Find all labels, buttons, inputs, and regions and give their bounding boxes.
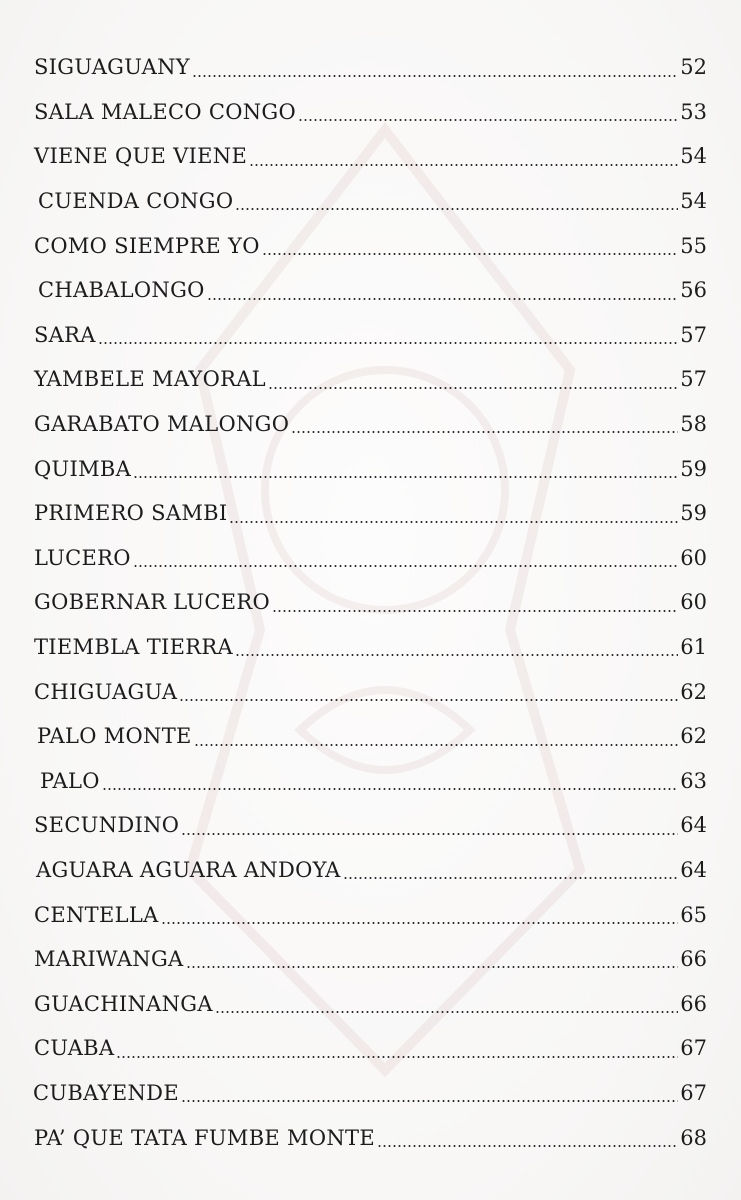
toc-entry — [0, 803, 741, 848]
toc-dot-leader — [229, 521, 678, 523]
toc-entry-page: 67 — [680, 1036, 707, 1061]
toc-entry-page: 67 — [680, 1080, 707, 1105]
toc-entry-page: 57 — [680, 367, 707, 392]
toc-entry-title: CHIGUAGUA — [34, 679, 178, 704]
toc-dot-leader — [249, 164, 678, 166]
toc-entry — [0, 669, 741, 714]
toc-entry-page: 66 — [680, 947, 707, 972]
toc-entry-title: CENTELLA — [34, 902, 159, 927]
toc-entry-title: PA’ QUE TATA FUMBE MONTE — [34, 1125, 375, 1150]
toc-entry — [0, 223, 741, 268]
toc-dot-leader — [186, 966, 679, 968]
toc-entry-title: YAMBELE MAYORAL — [34, 367, 266, 392]
toc-entry-page: 66 — [680, 991, 707, 1016]
toc-entry-title: CUBAYENDE — [33, 1080, 179, 1105]
toc-dot-leader — [116, 1056, 678, 1058]
toc-entry — [0, 1026, 741, 1071]
toc-dot-leader — [192, 75, 678, 77]
toc-entry-title: CUENDA CONGO — [38, 189, 234, 214]
toc-entry — [0, 90, 741, 135]
toc-entry-title: GOBERNAR LUCERO — [34, 590, 271, 615]
toc-entry — [0, 402, 741, 447]
toc-entry — [0, 1071, 741, 1116]
toc-entry — [0, 892, 741, 937]
toc-dot-leader — [207, 298, 679, 300]
toc-entry-title: SARA — [34, 322, 96, 347]
toc-dot-leader — [235, 654, 678, 656]
toc-entry — [0, 446, 741, 491]
toc-entry-page: 62 — [680, 724, 707, 749]
toc-entry-title: QUIMBA — [34, 456, 132, 481]
toc-dot-leader — [98, 342, 679, 344]
toc-entry-page: 55 — [680, 233, 707, 258]
toc-dot-leader — [102, 788, 679, 790]
toc-entry-page: 56 — [680, 278, 707, 303]
toc-entry — [0, 714, 741, 759]
toc-entry — [0, 134, 741, 179]
toc-dot-leader — [343, 877, 679, 879]
toc-entry-title: MARIWANGA — [34, 947, 184, 972]
toc-dot-leader — [377, 1145, 678, 1147]
table-of-contents — [0, 45, 741, 1160]
toc-entry — [0, 625, 741, 670]
toc-entry-title: SALA MALECO CONGO — [34, 99, 296, 124]
toc-entry-page: 68 — [680, 1125, 707, 1150]
toc-entry-title: CUABA — [34, 1036, 115, 1061]
toc-entry — [0, 268, 741, 313]
toc-dot-leader — [272, 610, 678, 612]
toc-entry-title: LUCERO — [34, 545, 131, 570]
toc-entry-title: COMO SIEMPRE YO — [34, 233, 260, 258]
toc-dot-leader — [181, 833, 678, 835]
toc-entry — [0, 981, 741, 1026]
toc-entry — [0, 937, 741, 982]
toc-entry-page: 61 — [680, 635, 707, 660]
toc-entry — [0, 848, 741, 893]
toc-entry — [0, 313, 741, 358]
toc-entry-page: 64 — [680, 857, 707, 882]
toc-entry-title: GUACHINANGA — [34, 991, 213, 1016]
toc-entry-page: 59 — [680, 456, 707, 481]
toc-entry — [0, 357, 741, 402]
toc-entry-title: GARABATO MALONGO — [34, 412, 290, 437]
toc-dot-leader — [133, 476, 678, 478]
toc-entry-page: 59 — [680, 501, 707, 526]
toc-dot-leader — [262, 253, 679, 255]
toc-dot-leader — [181, 1100, 678, 1102]
toc-dot-leader — [291, 431, 678, 433]
toc-entry-page: 53 — [680, 99, 707, 124]
toc-entry — [0, 580, 741, 625]
toc-entry-title: SECUNDINO — [34, 813, 180, 838]
toc-entry — [0, 536, 741, 581]
toc-entry-page: 64 — [680, 813, 707, 838]
toc-dot-leader — [235, 208, 678, 210]
toc-dot-leader — [133, 565, 679, 567]
toc-entry — [0, 179, 741, 224]
toc-entry-title: PALO — [40, 768, 100, 793]
toc-entry-page: 52 — [680, 55, 707, 80]
toc-entry-title: PALO MONTE — [37, 724, 192, 749]
toc-entry-title: SIGUAGUANY — [34, 55, 190, 80]
toc-dot-leader — [268, 387, 678, 389]
toc-dot-leader — [161, 922, 679, 924]
toc-entry — [0, 491, 741, 536]
toc-entry-title: VIENE QUE VIENE — [34, 144, 248, 169]
toc-dot-leader — [179, 699, 678, 701]
toc-entry-page: 65 — [680, 902, 707, 927]
toc-entry-page: 60 — [680, 545, 707, 570]
toc-entry — [0, 45, 741, 90]
toc-entry-page: 57 — [680, 322, 707, 347]
toc-entry-title: CHABALONGO — [38, 278, 205, 303]
toc-entry — [0, 759, 741, 804]
toc-entry-page: 58 — [680, 412, 707, 437]
toc-entry-page: 60 — [680, 590, 707, 615]
toc-entry-page: 62 — [680, 679, 707, 704]
toc-entry-title: TIEMBLA TIERRA — [34, 635, 233, 660]
toc-entry-page: 54 — [680, 144, 707, 169]
toc-dot-leader — [298, 119, 678, 121]
toc-entry-page: 54 — [680, 189, 707, 214]
toc-entry-title: AGUARA AGUARA ANDOYA — [36, 857, 341, 882]
toc-entry — [0, 1115, 741, 1160]
toc-dot-leader — [194, 744, 679, 746]
toc-entry-title: PRIMERO SAMBI — [34, 501, 228, 526]
toc-entry-page: 63 — [680, 768, 707, 793]
toc-dot-leader — [215, 1011, 678, 1013]
